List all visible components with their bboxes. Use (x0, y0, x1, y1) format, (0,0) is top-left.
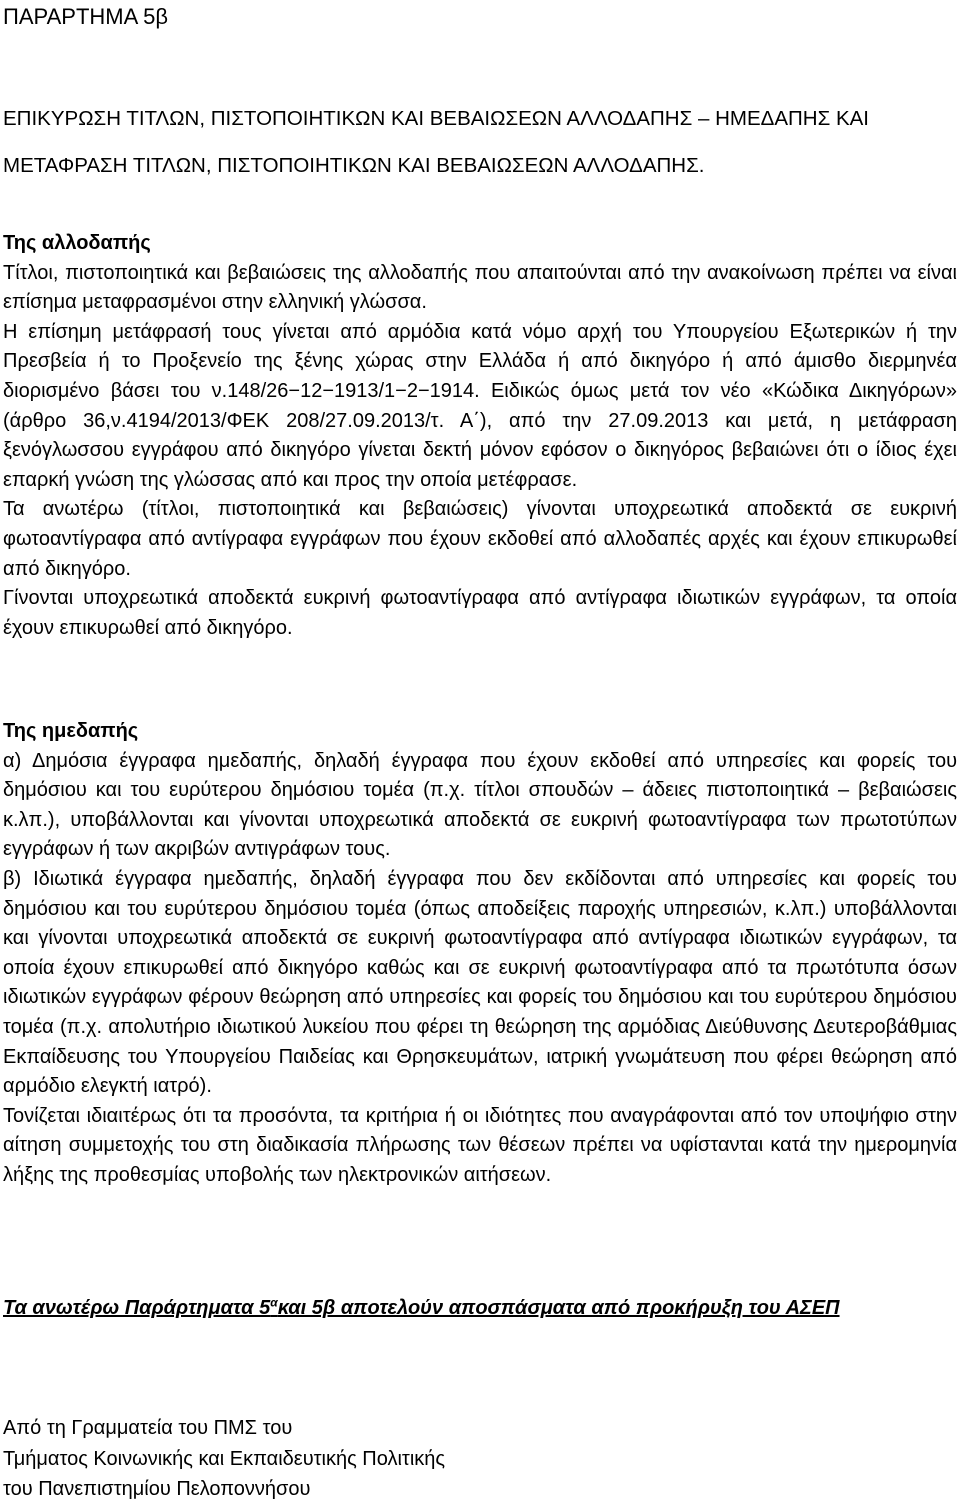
section-domestic (3, 717, 957, 1191)
paragraph: Τονίζεται ιδιαιτέρως ότι τα προσόντα, τα κριτήρια ή οι ιδιότητες που αναγράφονται από τον υποψήφιο στην αίτηση συμμετοχής του στη διαδικασία πλήρωσης των θέσεων πρέπει να υφίστανται κατά την ημερομηνία λήξης της προθεσμίας υποβολής των ηλεκτρονικών αιτήσεων. (3, 1104, 957, 1186)
source-note (3, 1293, 840, 1323)
section-foreign (3, 229, 957, 643)
paragraph: Γίνονται υποχρεωτικά αποδεκτά ευκρινή φωτοαντίγραφα από αντίγραφα ιδιωτικών εγγράφων, τα οποία έχουν επικυρωθεί από δικηγόρο. (3, 587, 957, 639)
signature-line: Τμήματος Κοινωνικής και Εκπαιδευτικής Πολιτικής (3, 1447, 446, 1470)
signature-block (3, 1413, 445, 1505)
document-title: ΠΑΡΑΡΤΗΜΑ 5β (3, 4, 169, 29)
section-foreign-heading: Της αλλοδαπής (3, 232, 151, 254)
signature-line: Από τη Γραμματεία του ΠΜΣ του (3, 1417, 293, 1439)
section-domestic-heading: Της ημεδαπής (3, 720, 139, 742)
paragraph: Τίτλοι, πιστοποιητικά και βεβαιώσεις της αλλοδαπής που απαιτούνται από την ανακοίνωση πρέπει να είναι επίσημα μεταφρασμένοι στην ελληνική γλώσσα. (3, 261, 957, 314)
paragraph: Η επίσημη μετάφρασή τους γίνεται από αρμόδια κατά νόμο αρχή του Υπουργείου Εξωτερικών ή την Πρεσβεία ή το Προξενείο της ξένης χώρας στην Ελλάδα ή από δικηγόρο ή από άμισθο διερμηνέα διορισμένο βάσει του ν.148/26−12−1913/1−2−1914. Ειδικώς όμως μετά τον νέο «Κώδικα Δικηγόρων» (άρθρο 36,ν.4194/2013/ΦΕΚ 208/27.09.2013/τ. Α΄), από την 27.09.2013 και μετά, η μετάφραση ξενόγλωσσου εγγράφου από δικηγόρο γίνεται δεκτή μόνον εφόσον ο δικηγόρος βεβαιώνει ότι ο ίδιος έχει επαρκή γνώση της γλώσσας από και προς την οποία μετέφρασε. (3, 320, 957, 491)
paragraph: Τα ανωτέρω (τίτλοι, πιστοποιητικά και βεβαιώσεις) γίνονται υποχρεωτικά αποδεκτά σε ευκρινή φωτοαντίγραφα από αντίγραφα εγγράφων που έχουν εκδοθεί από αλλοδαπές αρχές και έχουν επικυρωθεί από δικηγόρο. (3, 498, 957, 580)
source-note-text-end: και 5β αποτελούν αποσπάσματα από προκήρυξη του ΑΣΕΠ (277, 1297, 840, 1319)
paragraph: β) Ιδιωτικά έγγραφα ημεδαπής, δηλαδή έγγραφα που δεν εκδίδονται από υπηρεσίες και φορείς του δημόσιου και του ευρύτερου δημόσιου τομέα (όπως αποδείξεις παροχής υπηρεσιών, κ.λπ.) υποβάλλονται και γίνονται υποχρεωτικά αποδεκτά σε ευκρινή φωτοαντίγραφα από αντίγραφα ιδιωτικών εγγράφων, τα οποία έχουν επικυρωθεί από δικηγόρο καθώς και σε ευκρινή φωτοαντίγραφα από τα πρωτότυπα όσων ιδιωτικών εγγράφων φέρουν θεώρηση από υπηρεσίες και φορείς του δημόσιου και του ευρύτερου δημόσιου τομέα (π.χ. απολυτήριο ιδιωτικού λυκείου που φέρει τη θεώρηση της αρμόδιας Διεύθυνσης Δευτεροβάθμιας Εκπαίδευσης του Υπουργείου Παιδείας και Θρησκευμάτων, ιατρική γνωμάτευση που φέρει θεώρηση από αρμόδιο ελεγκτή ιατρό). (3, 867, 957, 1098)
signature-line: του Πανεπιστημίου Πελοποννήσου (3, 1478, 311, 1500)
source-note-superscript: α (270, 1295, 278, 1310)
source-note-text: Τα ανωτέρω Παράρτηματα 5 (3, 1297, 271, 1319)
paragraph: α) Δημόσια έγγραφα ημεδαπής, δηλαδή έγγραφα που έχουν εκδοθεί από υπηρεσίες και φορείς του δημόσιου και του ευρύτερου δημόσιου τομέα (π.χ. τίτλοι σπουδών – άδειες πιστοποιητικά – βεβαιώσεις κ.λπ.), υποβάλλονται και γίνονται υποχρεωτικά αποδεκτά σε ευκρινή φωτοαντίγραφα των πρωτοτύπων εγγράφων ή των ακριβών αντιγράφων τους. (3, 749, 957, 861)
document-heading: ΕΠΙΚΥΡΩΣΗ ΤΙΤΛΩΝ, ΠΙΣΤΟΠΟΙΗΤΙΚΩΝ ΚΑΙ ΒΕΒΑΙΩΣΕΩΝ ΑΛΛΟΔΑΠΗΣ – ΗΜΕΔΑΠΗΣ ΚΑΙ ΜΕΤΑΦΡΑΣΗ ΤΙΤΛΩΝ, ΠΙΣΤΟΠΟΙΗΤΙΚΩΝ ΚΑΙ ΒΕΒΑΙΩΣΕΩΝ ΑΛΛΟΔΑΠΗΣ. (3, 107, 870, 177)
